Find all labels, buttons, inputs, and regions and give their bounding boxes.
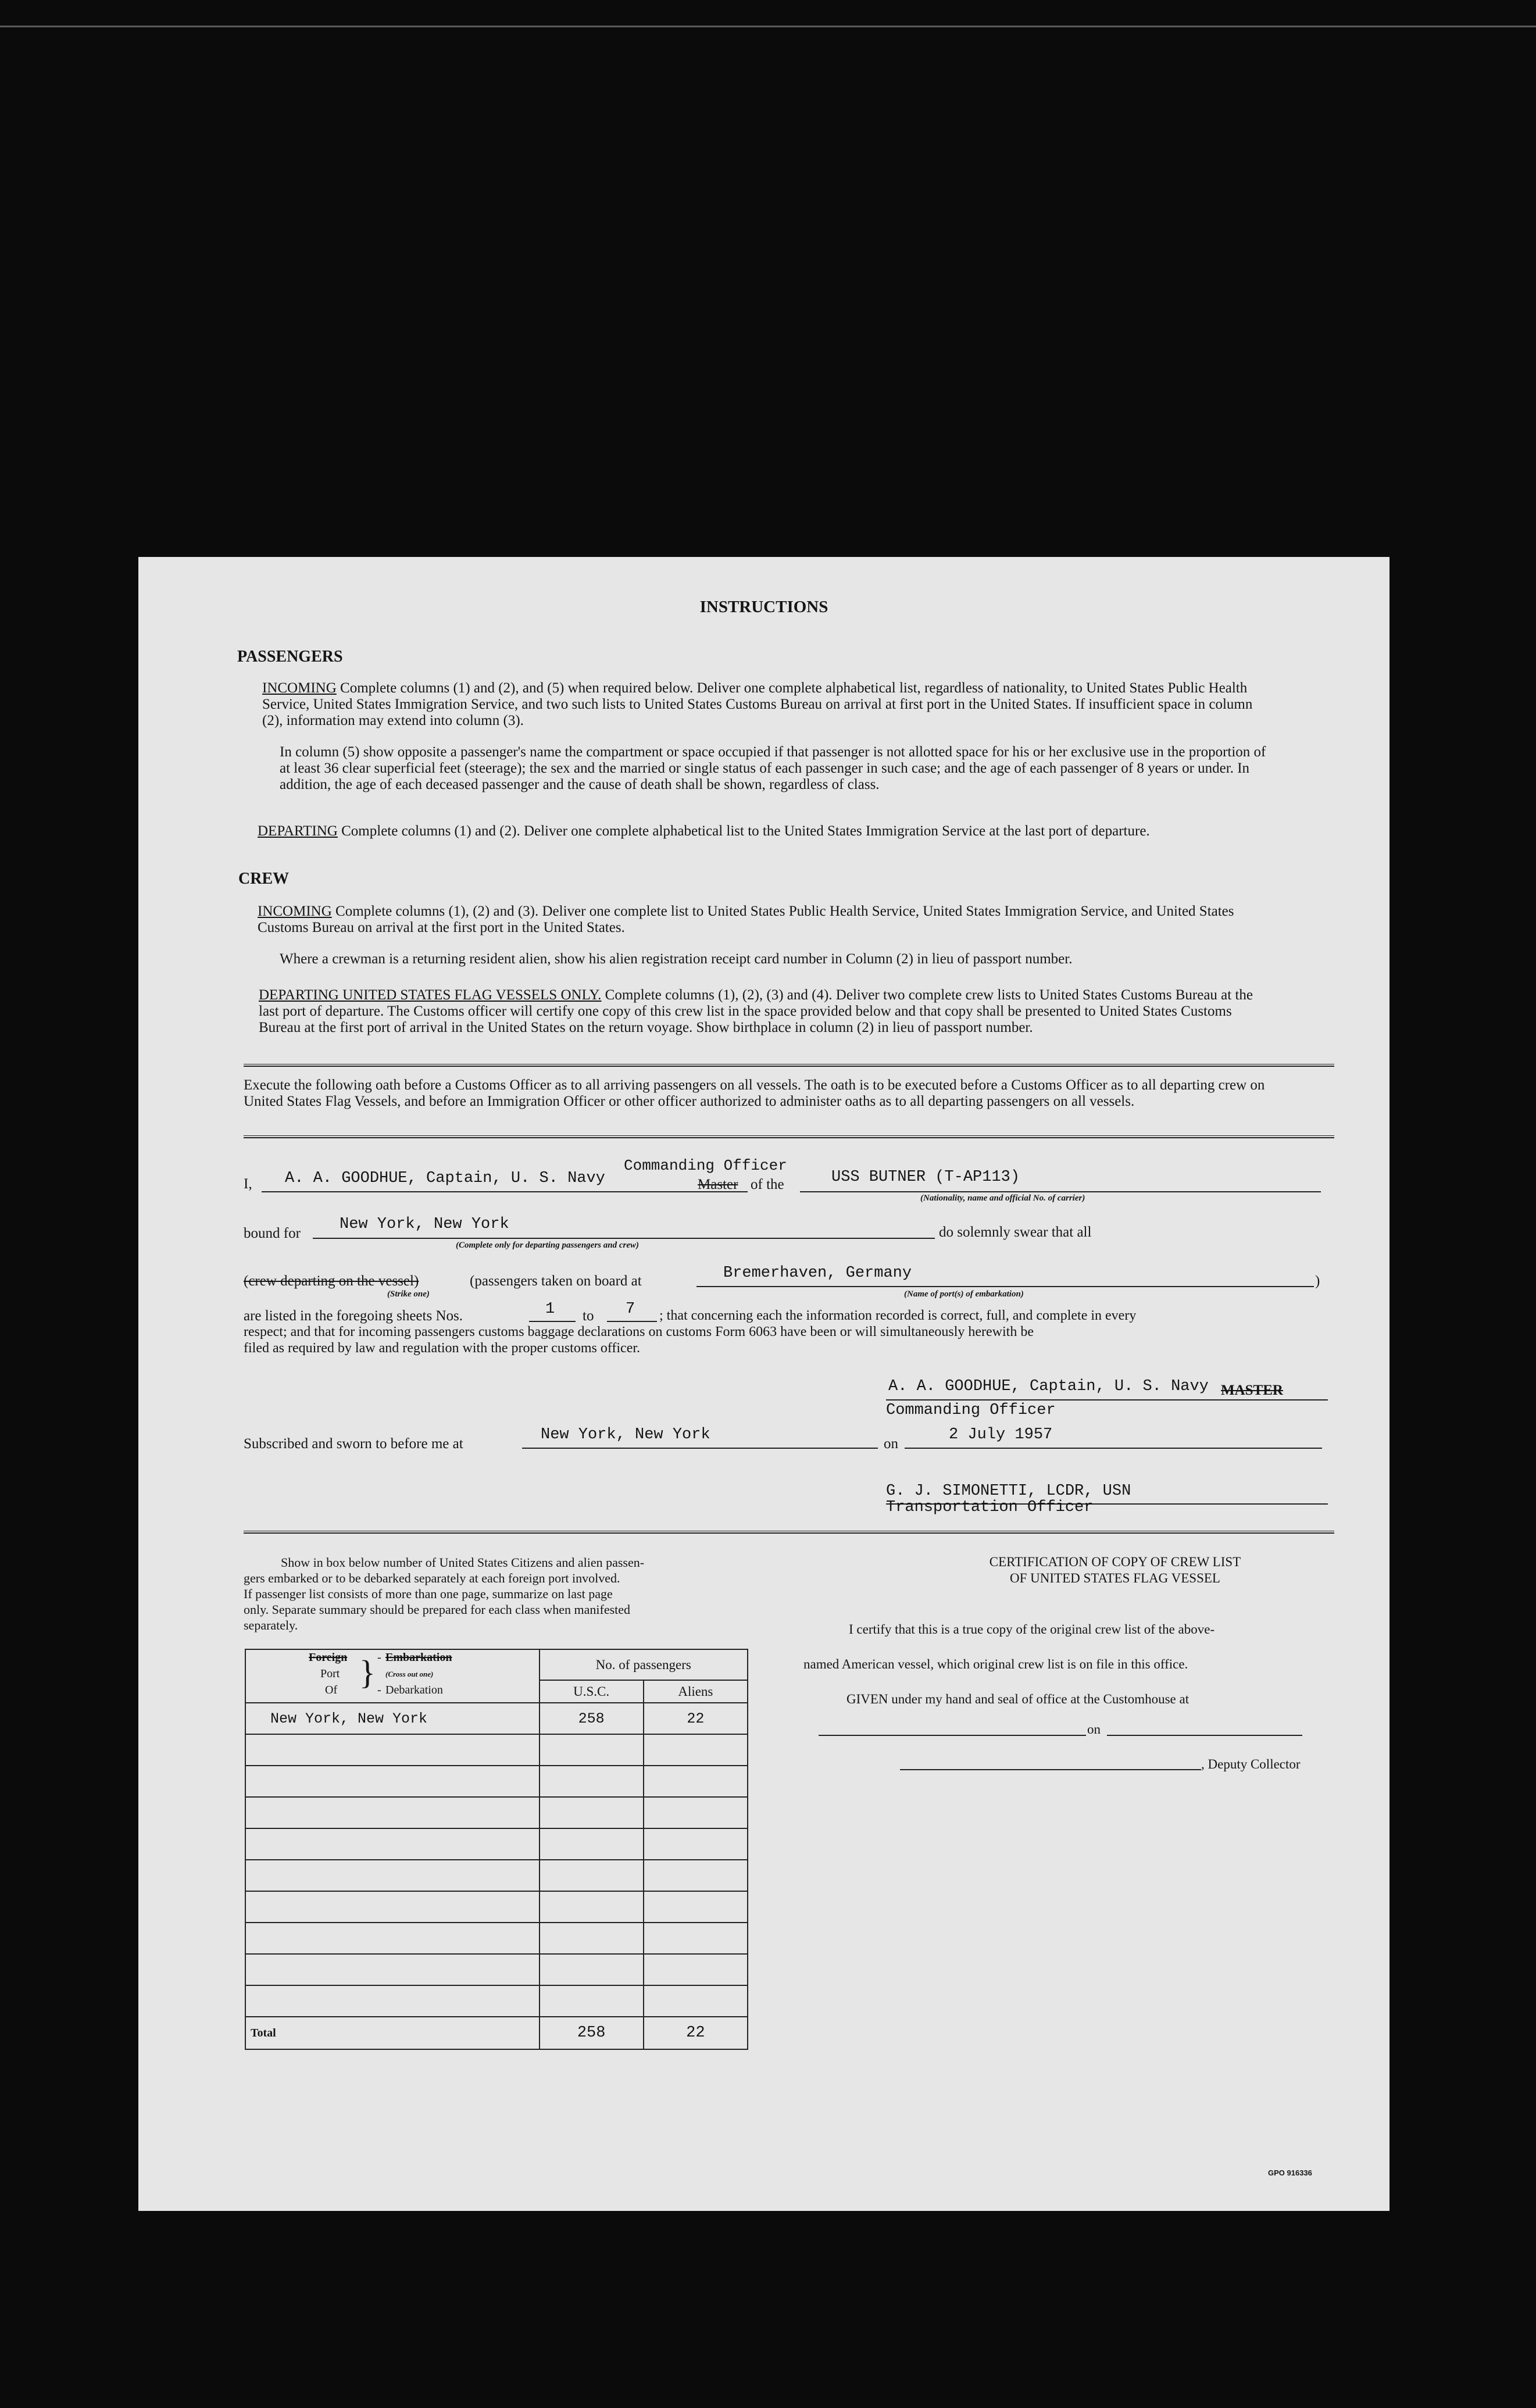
table-row: [245, 1766, 748, 1797]
of-label: Of: [325, 1684, 338, 1696]
aliens-cell: [644, 1828, 748, 1860]
port-label: Port: [320, 1667, 340, 1680]
aliens-cell: [644, 1734, 748, 1766]
vessel-underline: [800, 1191, 1321, 1192]
port-cell: [245, 1954, 540, 1985]
departing-crew-text: Complete columns (1), (2), (3) and (4). Deliver two complete crew lists to United States Customs Bureau at the last port of departure. The Customs officer will certify one copy of this crew list in the space provided below and that copy shall be presented to United States Customs Bureau at the first port of arrival in the United States on the return voyage. Show birthplace in column (2) in lieu of passport number.: [259, 987, 1253, 1035]
aliens-cell: [644, 1954, 748, 1985]
incoming-crew-text: Complete columns (1), (2) and (3). Deliver one complete list to United States Public Health Service, United States Immigration Service, and United States Customs Bureau on arrival at the first port in the United States.: [258, 903, 1234, 935]
bound-for-value: New York, New York: [340, 1216, 509, 1233]
aliens-header: Aliens: [644, 1680, 748, 1703]
port-cell: [245, 1828, 540, 1860]
usc-cell: [540, 1891, 644, 1923]
port-cell: [245, 1766, 540, 1797]
to-label: to: [583, 1308, 594, 1324]
signature-title: Commanding Officer: [886, 1402, 1056, 1419]
sheet-from-underline: [529, 1321, 576, 1322]
usc-cell: [540, 1766, 644, 1797]
table-row: [245, 1954, 748, 1985]
sworn-date: 2 July 1957: [949, 1426, 1053, 1444]
departing-passengers-paragraph: [258, 823, 1274, 839]
usc-cell: [540, 1734, 644, 1766]
sheet-to: 7: [626, 1301, 635, 1318]
certification-title-1: CERTIFICATION OF COPY OF CREW LIST: [989, 1555, 1241, 1569]
returning-alien-paragraph: Where a crewman is a returning resident alien, show his alien registration receipt card number in Column (2) in lieu of passport number.: [280, 951, 1073, 967]
certification-date-underline: [1107, 1735, 1302, 1736]
brace-glyph: }: [359, 1653, 376, 1691]
close-paren: ): [1315, 1273, 1320, 1289]
incoming-passengers-lead: INCOMING: [262, 680, 337, 696]
table-row: [245, 1891, 748, 1923]
certification-line-2: named American vessel, which original crew list is on file in this office.: [803, 1657, 1188, 1671]
swear-text: do solemnly swear that all: [939, 1224, 1092, 1240]
crew-heading: CREW: [238, 870, 290, 888]
usc-cell: [540, 1828, 644, 1860]
embark-underline: [696, 1286, 1314, 1287]
table-row: [245, 1703, 748, 1734]
deputy-collector-label: , Deputy Collector: [1201, 1757, 1301, 1771]
table-row: [245, 1985, 748, 2017]
officer-title: Transportation Officer: [886, 1499, 1094, 1516]
departing-passengers-text: Complete columns (1) and (2). Deliver one complete alphabetical list to the United States Immigration Service at the last port of departure.: [337, 823, 1150, 839]
usc-header: U.S.C.: [540, 1680, 644, 1703]
usc-cell: [540, 1923, 644, 1954]
port-cell: [245, 1797, 540, 1828]
passenger-summary-table: [245, 1649, 748, 2050]
oath-i-label: I,: [244, 1176, 252, 1192]
summary-line: only. Separate summary should be prepared for each class when manifested: [244, 1602, 631, 1617]
certification-on-label: on: [1087, 1722, 1101, 1737]
listed-line3: filed as required by law and regulation with the proper customs officer.: [244, 1341, 641, 1356]
listed-rest: ; that concerning each the information recorded is correct, full, and complete in every: [659, 1308, 1137, 1323]
aliens-cell: [644, 1923, 748, 1954]
total-aliens: 22: [644, 2017, 748, 2049]
vessel-caption: (Nationality, name and official No. of carrier): [920, 1194, 1085, 1203]
aliens-cell: [644, 1860, 748, 1891]
bound-for-caption: (Complete only for departing passengers and crew): [456, 1241, 639, 1250]
total-usc: 258: [540, 2017, 644, 2049]
oath-title-typed: Commanding Officer: [624, 1157, 787, 1174]
usc-cell: [540, 1797, 644, 1828]
summary-instructions: [244, 1555, 767, 1633]
table-row: [245, 1797, 748, 1828]
sworn-place: New York, New York: [541, 1426, 710, 1444]
signature-underline: [886, 1399, 1328, 1401]
customhouse-underline: [819, 1735, 1086, 1736]
name-underline: [262, 1191, 748, 1192]
form-page: [138, 557, 1389, 2211]
incoming-crew-lead: INCOMING: [258, 903, 332, 919]
bound-for-underline: [313, 1238, 935, 1239]
usc-cell: [540, 1954, 644, 1985]
deputy-underline: [900, 1769, 1201, 1770]
departing-passengers-lead: DEPARTING: [258, 823, 338, 839]
dash-glyph: -: [377, 1651, 381, 1664]
table-header-row: [245, 1649, 748, 1680]
summary-rows: [245, 1703, 748, 2017]
sworn-date-underline: [905, 1448, 1322, 1449]
summary-line: separately.: [244, 1618, 298, 1632]
incoming-passengers-text: Complete columns (1) and (2), and (5) when required below. Deliver one complete alphabetical list, regardless of nationality, to United States Public Health Service, United States Immigration Service, and two such lists to United States Customs Bureau on arrival at first port in the United States. If insufficient space in column (2), information may extend into column (3).: [262, 680, 1253, 728]
summary-line: Show in box below number of United States Citizens and alien passen-: [281, 1555, 645, 1570]
port-header-cell: [245, 1649, 540, 1703]
departing-crew-paragraph: [259, 987, 1274, 1036]
oath-of-the: of the: [751, 1177, 784, 1192]
table-row: [245, 1860, 748, 1891]
certification-line-3: GIVEN under my hand and seal of office at the Customhouse at: [846, 1692, 1189, 1706]
embark-port: Bremerhaven, Germany: [723, 1264, 912, 1282]
strike-caption: (Strike one): [387, 1289, 430, 1299]
port-cell: [245, 1923, 540, 1954]
no-passengers-header: No. of passengers: [540, 1649, 748, 1680]
sworn-on-label: on: [884, 1436, 898, 1452]
table-row: [245, 1923, 748, 1954]
sworn-place-underline: [522, 1448, 878, 1449]
oath-intro-paragraph: Execute the following oath before a Customs Officer as to all arriving passengers on all vessels. The oath is to be executed before a Customs Officer as to all departing crew on United States Flag Vessels, and before an Immigration Officer or other officer authorized to administer oaths as to all departing passengers on all vessels.: [244, 1077, 1265, 1109]
certification-line-1: I certify that this is a true copy of the original crew list of the above-: [849, 1622, 1215, 1637]
dash-glyph: -: [377, 1684, 381, 1696]
usc-cell: 258: [540, 1703, 644, 1734]
port-cell: New York, New York: [245, 1703, 540, 1734]
crew-option-struck: (crew departing on the vessel): [244, 1273, 419, 1289]
table-row: [245, 1828, 748, 1860]
certification-title-2: OF UNITED STATES FLAG VESSEL: [1010, 1571, 1220, 1585]
column5-paragraph: In column (5) show opposite a passenger's name the compartment or space occupied if that passenger is not allotted space for his or her exclusive use in the proportion of at least 36 clear superficial feet (steerage); the sex and the married or single status of each passenger in such case; and the age of each passenger of 8 years or under. In addition, the age of each deceased passenger and the cause of death shall be shown, regardless of class.: [280, 744, 1266, 792]
usc-cell: [540, 1860, 644, 1891]
departing-crew-lead: DEPARTING UNITED STATES FLAG VESSELS ONLY.: [259, 987, 602, 1003]
passengers-heading: PASSENGERS: [237, 648, 343, 666]
incoming-passengers-paragraph: [262, 680, 1274, 729]
section-divider: [244, 1064, 1334, 1067]
aliens-cell: [644, 1985, 748, 2017]
oath-master-struck: Master: [698, 1177, 738, 1192]
subscribed-label: Subscribed and sworn to before me at: [244, 1436, 463, 1452]
port-cell: [245, 1891, 540, 1923]
foreign-struck: Foreign: [309, 1651, 348, 1664]
port-cell: [245, 1860, 540, 1891]
debarkation-label: Debarkation: [385, 1684, 443, 1696]
aliens-cell: [644, 1797, 748, 1828]
incoming-crew-paragraph: [258, 903, 1274, 936]
aliens-cell: [644, 1766, 748, 1797]
film-edge-line: [0, 26, 1536, 27]
total-label: Total: [245, 2017, 540, 2049]
listed-line2: respect; and that for incoming passengers customs baggage declarations on customs Form 6063 have been or will simultaneously herewith be: [244, 1324, 1034, 1339]
embarkation-struck: Embarkation: [385, 1651, 452, 1664]
section-divider: [244, 1135, 1334, 1138]
aliens-cell: [644, 1891, 748, 1923]
listed-label: are listed in the foregoing sheets Nos.: [244, 1308, 463, 1324]
table-row: [245, 1734, 748, 1766]
summary-line: If passenger list consists of more than one page, summarize on last page: [244, 1587, 613, 1601]
aliens-cell: 22: [644, 1703, 748, 1734]
passengers-option: (passengers taken on board at: [470, 1273, 642, 1289]
gpo-code: GPO 916336: [1268, 2168, 1312, 2177]
oath-name: A. A. GOODHUE, Captain, U. S. Navy: [285, 1170, 605, 1187]
port-cell: [245, 1734, 540, 1766]
oath-vessel: USS BUTNER (T-AP113): [831, 1169, 1020, 1186]
sheet-from: 1: [545, 1301, 555, 1318]
sheet-to-underline: [607, 1321, 657, 1322]
summary-line: gers embarked or to be debarked separately at each foreign port involved.: [244, 1571, 620, 1585]
total-row: [245, 2017, 748, 2049]
officer-name: G. J. SIMONETTI, LCDR, USN: [886, 1482, 1131, 1500]
port-cell: [245, 1985, 540, 2017]
port-caption: (Name of port(s) of embarkation): [904, 1289, 1024, 1299]
cross-out-caption: (Cross out one): [385, 1670, 434, 1678]
master-signature: A. A. GOODHUE, Captain, U. S. Navy: [888, 1378, 1209, 1395]
bound-for-label: bound for: [244, 1226, 301, 1241]
usc-cell: [540, 1985, 644, 2017]
section-divider: [244, 1531, 1334, 1534]
page-title: INSTRUCTIONS: [699, 598, 828, 616]
signature-master-struck: MASTER: [1221, 1382, 1283, 1398]
